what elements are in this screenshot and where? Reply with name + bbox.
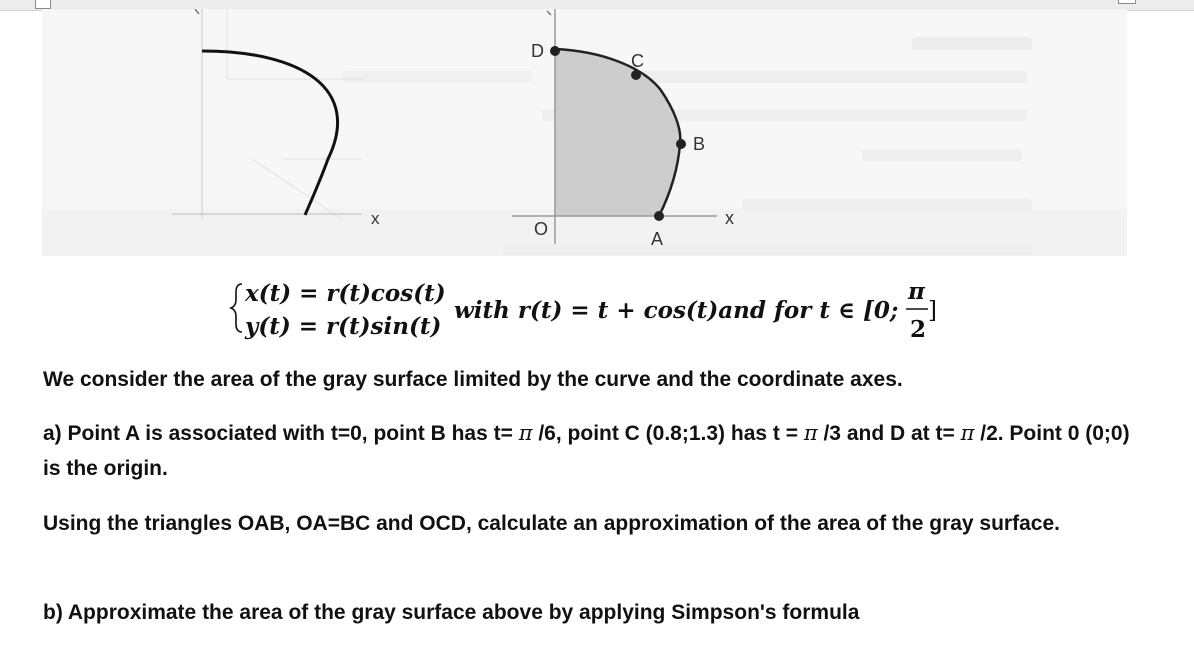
image-resize-handle-right[interactable] xyxy=(1118,0,1136,4)
part-a-paragraph xyxy=(43,416,1143,486)
point-a xyxy=(654,211,664,221)
part-a-text-4: /2. Point 0 (0;0) is the origin. xyxy=(43,422,1130,480)
point-d xyxy=(550,46,560,56)
y-equation: y(t) = r(t)sin(t) xyxy=(245,313,442,340)
parametric-equation xyxy=(228,276,948,344)
point-b xyxy=(676,139,686,149)
part-a-text-2: /6, point C (0.8;1.3) has t = xyxy=(532,422,804,445)
pi-symbol: π xyxy=(518,421,533,445)
system-brace xyxy=(231,284,242,332)
image-resize-handle-left[interactable] xyxy=(35,0,51,9)
origin-label: O xyxy=(534,219,549,239)
condition-text: with r(t) = t + cos(t)and for t ∈ [0; xyxy=(454,297,899,324)
right-x-axis-label: x xyxy=(725,208,734,228)
closing-bracket: ] xyxy=(928,298,937,324)
point-c-label: C xyxy=(631,51,644,71)
part-a-text-1: a) Point A is associated with t=0, point B has t= xyxy=(43,422,519,445)
part-b-paragraph: b) Approximate the area of the gray surface above by applying Simpson's formula xyxy=(43,601,860,624)
fraction-denominator: 2 xyxy=(910,316,927,343)
left-x-axis-label: x xyxy=(371,209,380,228)
pi-symbol: π xyxy=(960,421,975,445)
x-equation: x(t) = r(t)cos(t) xyxy=(245,280,446,307)
intro-paragraph: We consider the area of the gray surface limited by the curve and the coordinate axes. xyxy=(43,368,903,391)
point-a-label: A xyxy=(651,229,664,249)
point-d-label: D xyxy=(531,41,544,61)
part-a-text-3: /3 and D at t= xyxy=(817,422,961,445)
scanned-figure[interactable] xyxy=(42,9,1127,256)
point-c xyxy=(631,70,641,80)
pi-symbol: π xyxy=(803,421,818,445)
pi-numerator: π xyxy=(908,278,925,305)
point-b-label: B xyxy=(693,134,706,154)
triangles-paragraph: Using the triangles OAB, OA=BC and OCD, calculate an approximation of the area of the gray surface. xyxy=(43,512,1060,535)
